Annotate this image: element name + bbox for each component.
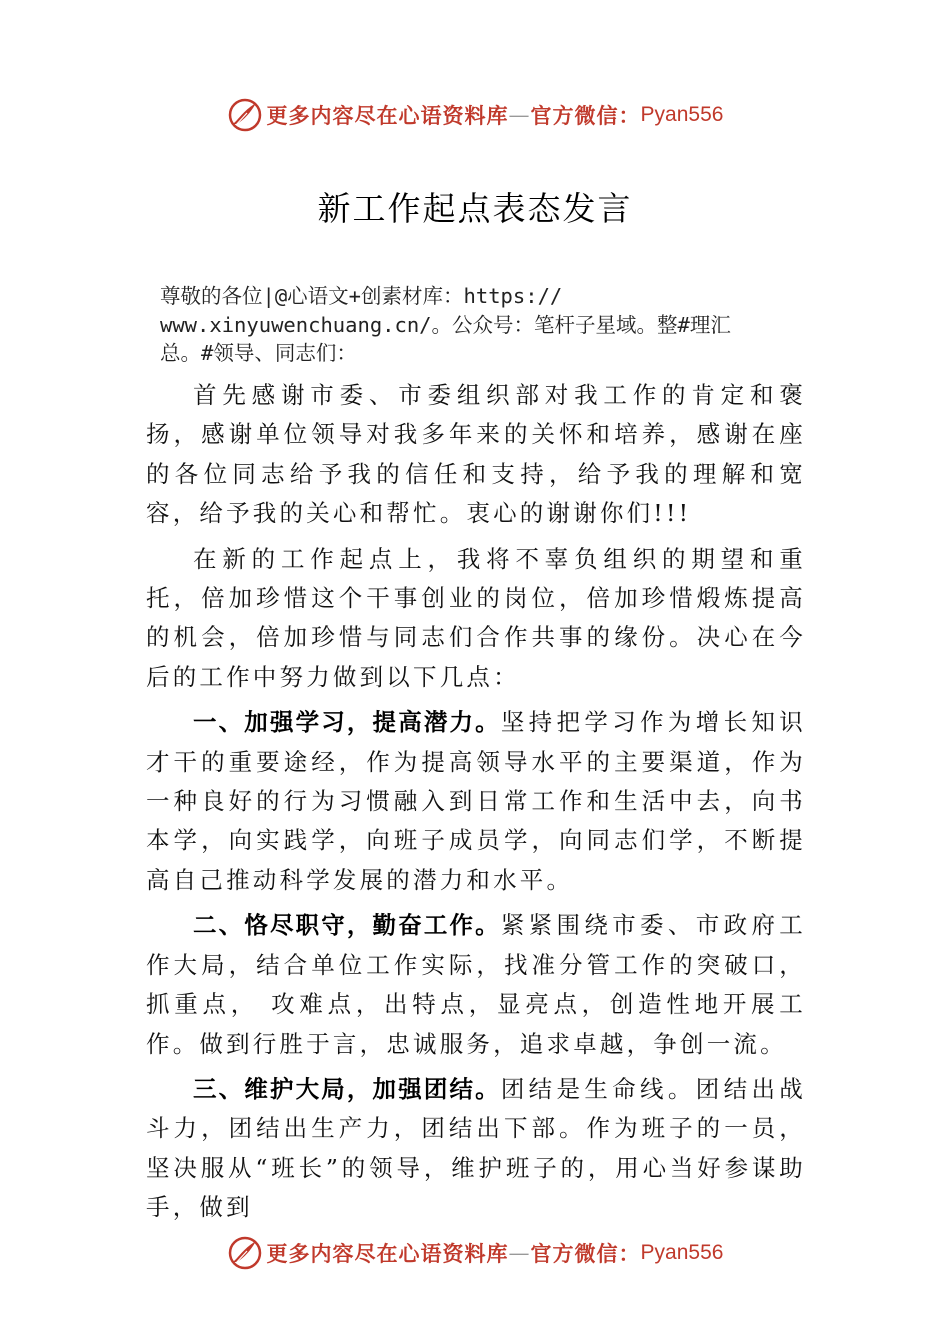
quill-pen-logo-icon <box>227 97 263 133</box>
banner-brand-text: 更多内容尽在心语资料库 <box>266 103 509 128</box>
header-watermark-banner <box>0 95 950 135</box>
section-heading: 一、加强学习，提高潜力。 <box>193 708 501 737</box>
greeting-line: www.xinyuwenchuang.cn/。公众号：笔杆子星域。整#理汇 <box>160 312 731 337</box>
paragraph-text: 坚持把学习作为增长知识才干的重要途经，作为提高领导水平的主要渠道，作为一种良好的行为习惯融入到日常工作和生活中去，向书本学，向实践学，向班子成员学，向同志们学，不断提高自己推动科学发展的潜力和水平。 <box>146 708 807 894</box>
footer-watermark-banner <box>0 1233 950 1273</box>
body-paragraph <box>146 703 806 900</box>
greeting-line: 尊敬的各位|@心语文+创素材库：https:// <box>160 284 563 308</box>
banner-wechat-label: 官方微信： <box>530 103 641 128</box>
document-body <box>146 376 806 1228</box>
quill-pen-logo-icon <box>227 1235 263 1271</box>
banner-wechat-label: 官方微信： <box>530 1241 641 1266</box>
body-paragraph <box>146 540 806 698</box>
section-heading: 三、维护大局，加强团结。 <box>193 1074 501 1103</box>
banner-dash: — <box>508 103 531 127</box>
banner-dash: — <box>508 1241 531 1265</box>
greeting-block <box>160 282 820 368</box>
paragraph-text: 首先感谢市委、市委组织部对我工作的肯定和褒扬，感谢单位领导对我多年来的关怀和培养，感谢在座的各位同志给予我的信任和支持，给予我的理解和宽容，给予我的关心和帮忙。衷心的谢谢你们!!! <box>146 381 806 528</box>
body-paragraph <box>146 376 806 534</box>
body-paragraph <box>146 906 806 1064</box>
greeting-line: 总。#领导、同志们： <box>160 341 357 365</box>
paragraph-text: 在新的工作起点上，我将不辜负组织的期望和重托，倍加珍惜这个干事创业的岗位，倍加珍惜煅炼提高的机会，倍加珍惜与同志们合作共事的缘份。决心在今后的工作中努力做到以下几点： <box>146 544 806 691</box>
document-title: 新工作起点表态发言 <box>317 189 633 228</box>
paragraph-text: 团结是生命线。团结出战斗力，团结出生产力，团结出下部。作为班子的一员，坚决服从“班长”的领导，维护班子的，用心当好参谋助手，做到 <box>146 1074 807 1222</box>
banner-wechat-handle: Pyan556 <box>640 103 724 126</box>
banner-wechat-handle: Pyan556 <box>640 1241 724 1264</box>
body-paragraph <box>146 1070 806 1228</box>
section-heading: 二、恪尽职守，勤奋工作。 <box>193 911 501 940</box>
banner-brand-text: 更多内容尽在心语资料库 <box>266 1241 509 1266</box>
paragraph-text: 紧紧围绕市委、市政府工作大局，结合单位工作实际，找准分管工作的突破口，抓重点， 攻难点，出特点，显亮点，创造性地开展工作。做到行胜于言，忠诚服务，追求卓越，争创一流。 <box>146 911 807 1058</box>
